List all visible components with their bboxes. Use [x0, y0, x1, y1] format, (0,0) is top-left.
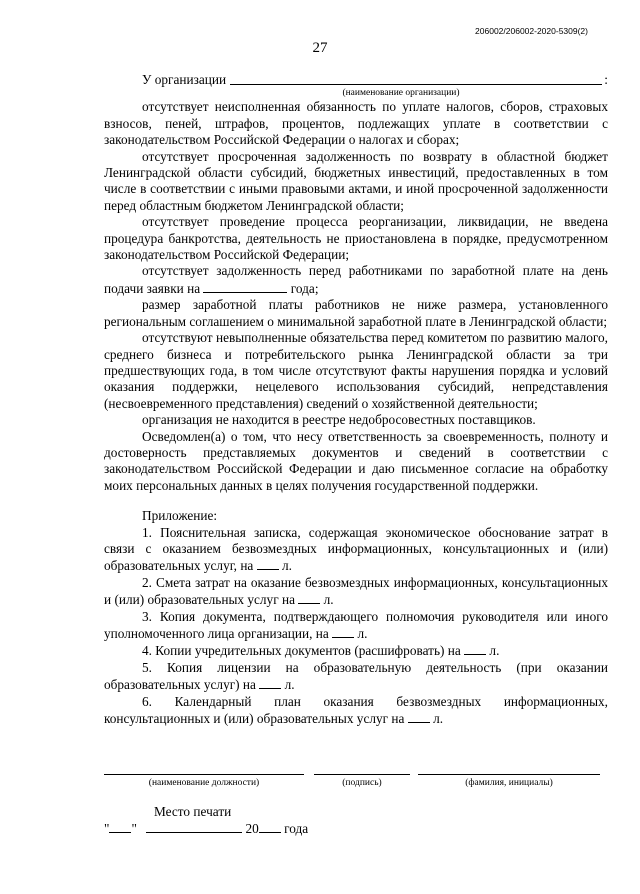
attachment-item	[104, 609, 608, 643]
attachment-suffix: л.	[281, 677, 295, 693]
name-caption: (фамилия, инициалы)	[465, 778, 553, 788]
pages-blank	[259, 676, 281, 689]
year-prefix: 20	[245, 821, 259, 836]
signature-caption: (подпись)	[342, 778, 382, 788]
attachment-text: 6. Календарный план оказания безвозмездных информационных, консультационных и (или) образовательных услуг на	[104, 693, 608, 727]
attachment-text: 2. Смета затрат на оказание безвозмездных информационных, консультационных и (или) образовательных услуг на	[104, 574, 608, 608]
organization-colon: :	[604, 72, 608, 87]
date-blank	[203, 280, 287, 293]
paragraph-consent: Осведомлен(а) о том, что несу ответственность за своевременность, полноту и достоверность представляемых документов и сведений в соответствии с законодательством Российской Федерации и даю письменное согласие на обработку моих персональных данных в целях получения государственной поддержки.	[104, 428, 608, 493]
pages-blank	[408, 710, 430, 723]
attachment-item	[104, 694, 608, 728]
paragraph-tax: отсутствует неисполненная обязанность по уплате налогов, сборов, страховых взносов, пеней, штрафов, процентов, подлежащих уплате в соответствии с законодательством Российской Федерации о налогах и сборах;	[104, 99, 608, 148]
paragraph-budget-debt: отсутствует просроченная задолженность по возврату в областной бюджет Ленинградской области субсидий, бюджетных инвестиций, предоставленных в том числе в соответствии с иными правовыми актами, и иной просроченной задолженности перед областным бюджетом Ленинградской области;	[104, 148, 608, 213]
name-line	[418, 770, 600, 775]
attachment-item	[104, 642, 608, 659]
date-close-quote: "	[131, 821, 137, 836]
day-blank	[109, 820, 131, 833]
page-number: 27	[312, 40, 328, 56]
attachment-text: 1. Пояснительная записка, содержащая экономическое обоснование затрат в связи с оказанием безвозмездных информационных, консультационных и (или) образовательных услуг, на	[104, 524, 608, 574]
document-number: 206002/206002-2020-5309(2)	[475, 26, 588, 36]
attachment-item	[104, 525, 608, 575]
attachment-text: 5. Копия лицензии на образовательную деятельность (при оказании образовательных услуг) на	[104, 659, 608, 693]
position-caption: (наименование должности)	[148, 778, 260, 788]
pages-blank	[298, 591, 320, 604]
paragraph-registry: организация не находится в реестре недобросовестных поставщиков.	[142, 412, 536, 428]
date-line	[104, 820, 308, 837]
month-blank	[146, 820, 242, 833]
pages-blank	[332, 625, 354, 638]
signature-field	[314, 770, 410, 789]
paragraph-obligations: отсутствуют невыполненные обязательства перед комитетом по развитию малого, среднего бизнеса и потребительского рынка Ленинградской области за три предшествующих года, в том числе отсутствуют факты нарушения порядка и условий оказания поддержки, нецелевого использования субсидий, непредставления (несвоевременного представления) сведений о хозяйственной деятельности;	[104, 330, 608, 411]
year-suffix: года	[284, 821, 309, 836]
spacer	[104, 494, 608, 508]
attachments-title: Приложение:	[142, 508, 218, 524]
organization-label: У организации	[142, 72, 227, 87]
paragraph-min-wage: размер заработной платы работников не ниже размера, установленного региональным соглашением о минимальной заработной плате в Ленинградской области;	[104, 297, 608, 329]
attachment-suffix: л.	[354, 626, 368, 641]
position-field	[104, 770, 304, 789]
attachment-text: 4. Копии учредительных документов (расшифровать) на	[142, 643, 465, 659]
attachment-item	[104, 660, 608, 694]
signature-line	[314, 770, 410, 775]
organization-line	[104, 72, 608, 88]
pages-blank	[464, 642, 486, 655]
stamp-place: Место печати	[154, 804, 232, 819]
attachment-suffix: л.	[429, 711, 444, 727]
pages-blank	[257, 557, 279, 570]
organization-name-blank	[230, 72, 602, 85]
date-open-quote: "	[104, 821, 110, 836]
attachment-suffix: л.	[320, 592, 334, 608]
salary-debt-suffix: года;	[287, 280, 319, 296]
name-field	[418, 770, 600, 789]
attachment-item	[104, 575, 608, 609]
salary-debt-text: отсутствует задолженность перед работниками по заработной плате на день подачи заявки на	[104, 263, 608, 296]
organization-caption: (наименование организации)	[342, 88, 460, 99]
signature-block	[104, 770, 608, 794]
document-body	[104, 72, 608, 727]
attachment-suffix: л.	[278, 558, 292, 574]
attachment-text: 3. Копия документа, подтверждающего полномочия руководителя или иного уполномоченного лица организации, на	[104, 608, 608, 641]
paragraph-reorganization: отсутствует проведение процесса реорганизации, ликвидации, не введена процедура банкротства, деятельность не приостановлена в порядке, предусмотренном законодательством Российской Федерации;	[104, 214, 608, 263]
paragraph-salary-debt	[104, 263, 608, 297]
attachment-suffix: л.	[486, 643, 500, 659]
year-blank	[259, 820, 281, 833]
position-line	[104, 770, 304, 775]
